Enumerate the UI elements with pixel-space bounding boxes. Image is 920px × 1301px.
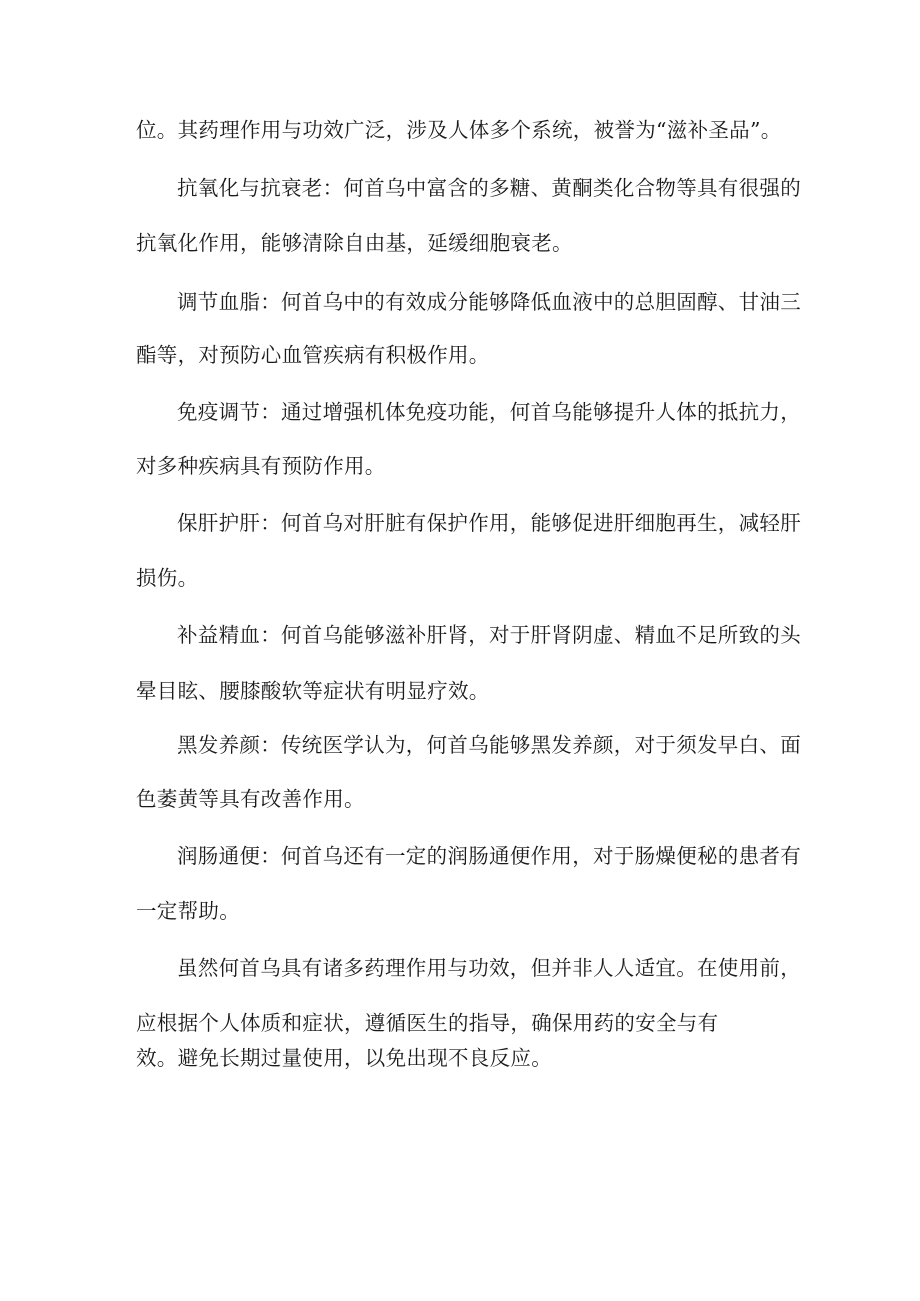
text-line: 晕目眩、腰膝酸软等症状有明显疗效。 <box>136 679 490 703</box>
text-line: 调节血脂：何首乌中的有效成分能够降低血液中的总胆固醇、甘油三 <box>177 290 801 314</box>
text-line: 补益精血：何首乌能够滋补肝肾，对于肝肾阴虚、精血不足所致的头 <box>177 623 801 647</box>
text-line: 效。避免长期过量使用，以免出现不良反应。 <box>136 1046 552 1070</box>
text-line: 免疫调节：通过增强机体免疫功能，何首乌能够提升人体的抵抗力， <box>177 400 801 424</box>
text-line: 酯等，对预防心血管疾病有积极作用。 <box>136 343 490 367</box>
text-line: 黑发养颜：传统医学认为，何首乌能够黑发养颜，对于须发早白、面 <box>177 733 801 757</box>
text-line: 一定帮助。 <box>136 899 240 923</box>
text-line: 抗氧化作用，能够清除自由基，延缓细胞衰老。 <box>136 231 573 255</box>
text-line: 色萎黄等具有改善作用。 <box>136 787 365 811</box>
text-line: 润肠通便：何首乌还有一定的润肠通便作用，对于肠燥便秘的患者有 <box>177 844 801 868</box>
text-line: 位。其药理作用与功效广泛，涉及人体多个系统，被誉为“滋补圣品”。 <box>136 118 782 142</box>
text-line: 损伤。 <box>136 566 199 590</box>
text-line: 虽然何首乌具有诸多药理作用与功效，但并非人人适宜。在使用前， <box>177 956 801 980</box>
text-line: 保肝护肝：何首乌对肝脏有保护作用，能够促进肝细胞再生，减轻肝 <box>177 511 801 535</box>
text-line: 应根据个人体质和症状，遵循医生的指导，确保用药的安全与有 <box>136 1011 719 1035</box>
text-line: 对多种疾病具有预防作用。 <box>136 454 386 478</box>
text-line: 抗氧化与抗衰老：何首乌中富含的多糖、黄酮类化合物等具有很强的 <box>177 176 801 200</box>
